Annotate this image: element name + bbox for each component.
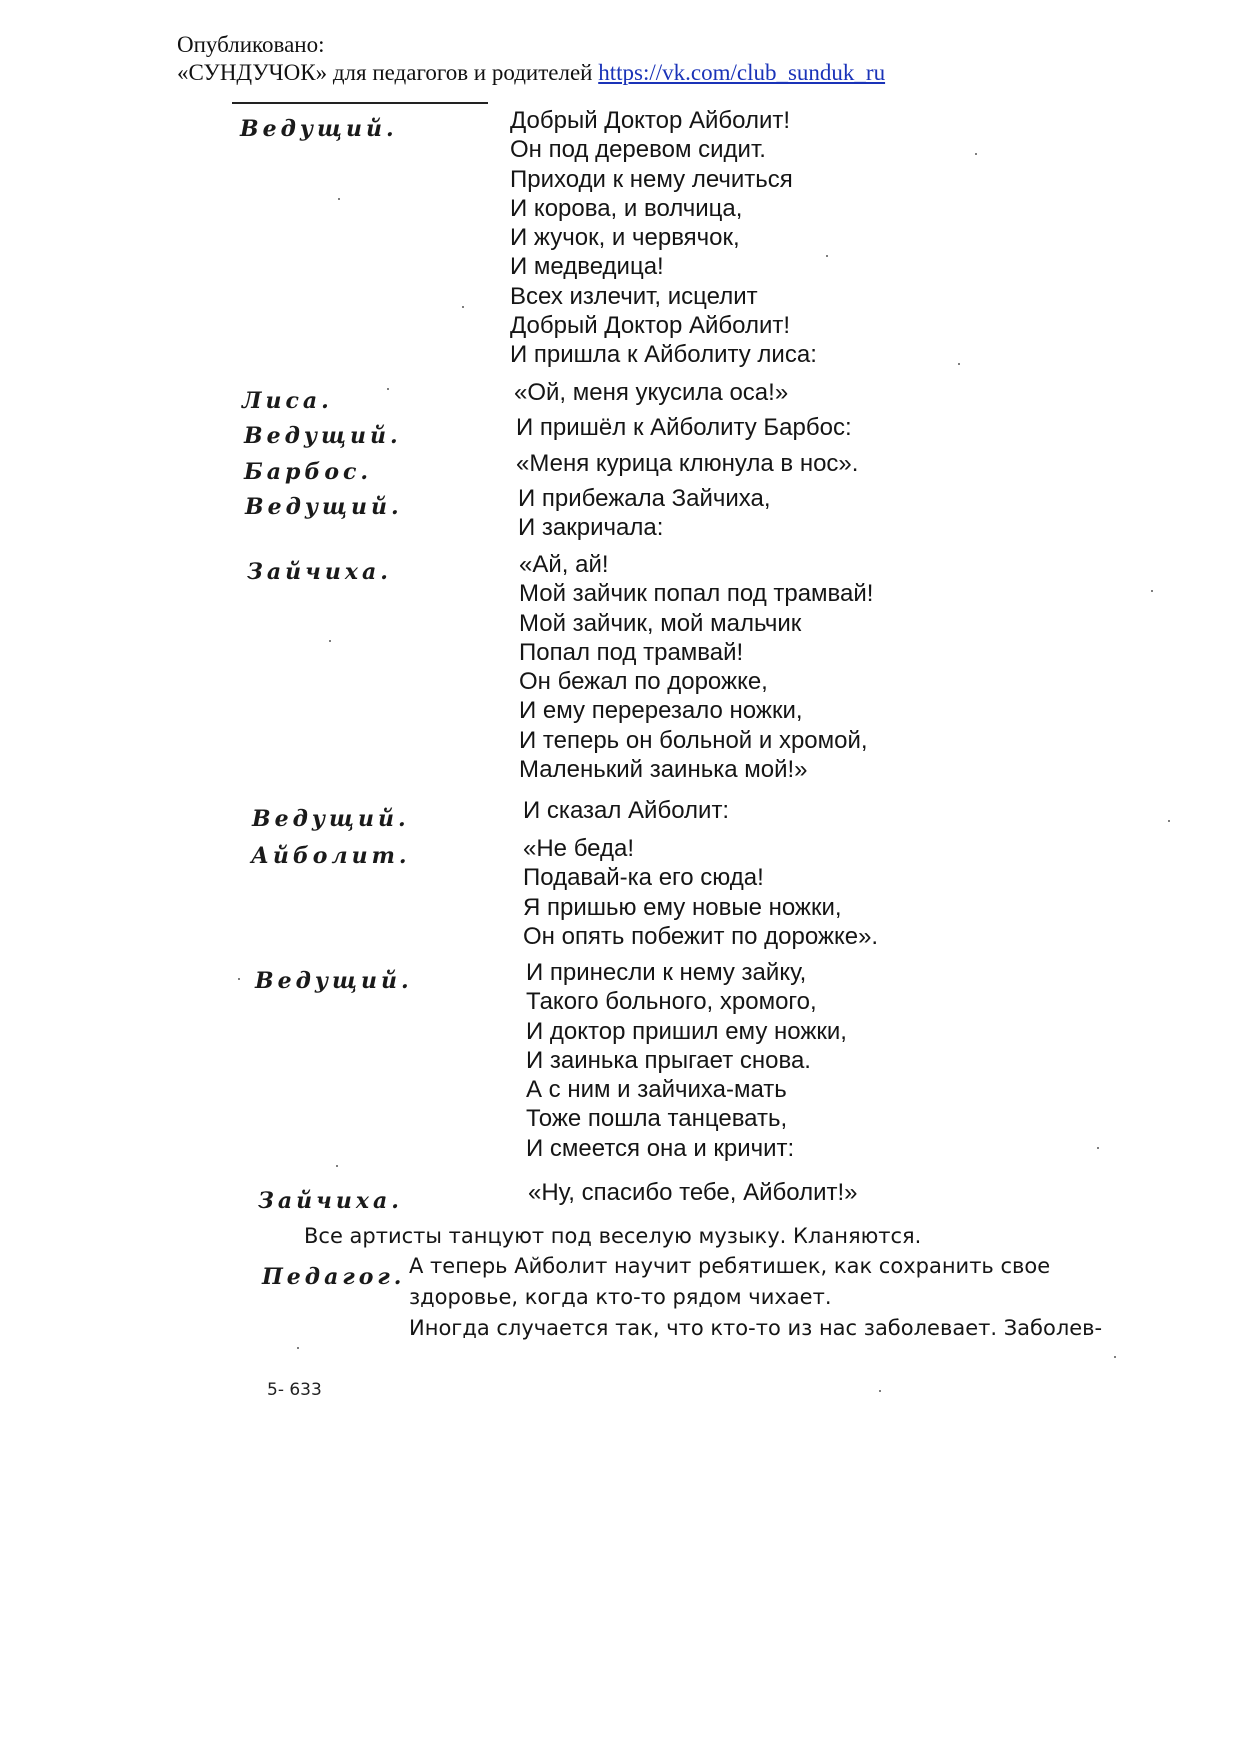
verse-block xyxy=(518,484,771,543)
verse-line: Мой зайчик попал под трамвай! xyxy=(519,580,874,608)
stage-direction: Все артисты танцуют под веселую музыку. Кланяются. xyxy=(304,1224,922,1248)
scan-speck xyxy=(826,255,828,257)
speaker-label: Зайчиха. xyxy=(247,559,392,585)
verse-line: И корова, и волчица, xyxy=(510,194,743,222)
verse-block xyxy=(519,550,873,784)
scan-speck xyxy=(338,198,340,200)
scan-speck xyxy=(1168,820,1170,822)
speaker-label: Зайчиха. xyxy=(258,1188,403,1214)
verse-block xyxy=(510,106,817,370)
verse-block xyxy=(516,413,852,442)
speaker-label: Ведущий. xyxy=(240,116,398,142)
scan-speck xyxy=(1097,1147,1099,1149)
verse-line: Приходи к нему лечиться xyxy=(510,165,793,193)
scan-speck xyxy=(297,1347,299,1349)
header-divider xyxy=(232,102,488,104)
verse-line: Маленький заинька мой!» xyxy=(519,756,808,784)
speaker-label: Ведущий. xyxy=(244,423,402,449)
verse-block xyxy=(516,449,858,478)
verse-block xyxy=(526,958,847,1163)
page-number: 5- 633 xyxy=(267,1380,322,1400)
verse-line: «Не беда! xyxy=(523,835,635,862)
verse-line: Попал под трамвай! xyxy=(519,638,744,666)
scan-speck xyxy=(975,153,977,155)
scan-speck xyxy=(387,388,389,390)
verse-line: И принесли к нему зайку, xyxy=(526,959,807,986)
verse-block xyxy=(523,834,878,951)
scan-speck xyxy=(1114,1356,1116,1358)
speaker-label: Ведущий. xyxy=(252,806,410,832)
verse-line: И медведица! xyxy=(510,253,664,281)
verse-line: «Ну, спасибо тебе, Айболит!» xyxy=(528,1179,858,1206)
publisher-line xyxy=(177,59,885,87)
verse-line: Я пришью ему новые ножки, xyxy=(523,893,842,921)
verse-line: Мой зайчик, мой мальчик xyxy=(519,609,802,637)
speaker-label: Ведущий. xyxy=(245,494,403,520)
verse-line: И пришла к Айболиту лиса: xyxy=(510,341,817,369)
scan-speck xyxy=(238,978,240,980)
scan-speck xyxy=(1151,590,1153,592)
scan-speck xyxy=(336,1165,338,1167)
speaker-label: Барбос. xyxy=(244,459,373,485)
speaker-label: Педагог. xyxy=(262,1264,406,1290)
verse-line: И пришёл к Айболиту Барбос: xyxy=(516,414,852,441)
verse-line: «Меня курица клюнула в нос». xyxy=(516,450,859,477)
scan-speck xyxy=(329,640,331,642)
verse-line: Тоже пошла танцевать, xyxy=(526,1105,788,1133)
verse-block xyxy=(528,1178,857,1207)
paragraph: Иногда случается так, что кто-то из нас заболевает. Заболев- xyxy=(409,1316,1103,1340)
verse-line: И заинька прыгает снова. xyxy=(526,1046,811,1074)
verse-line: И доктор пришил ему ножки, xyxy=(526,1017,847,1045)
verse-line: И смеется она и кричит: xyxy=(526,1134,795,1162)
verse-line: Добрый Доктор Айболит! xyxy=(510,312,791,340)
verse-line: Он бежал по дорожке, xyxy=(519,668,768,696)
verse-line: Такого больного, хромого, xyxy=(526,988,817,1016)
verse-line: Всех излечит, исцелит xyxy=(510,282,758,310)
verse-line: И прибежала Зайчиха, xyxy=(518,485,771,512)
verse-line: Добрый Доктор Айболит! xyxy=(510,107,791,134)
verse-line: Подавай-ка его сюда! xyxy=(523,864,764,892)
verse-line: И сказал Айболит: xyxy=(523,797,730,824)
scan-speck xyxy=(879,1390,881,1392)
publisher-name: «СУНДУЧОК» для педагогов и родителей xyxy=(177,60,593,85)
scan-speck xyxy=(958,363,960,365)
verse-block xyxy=(523,796,729,825)
verse-line: Он опять побежит по дорожке». xyxy=(523,922,879,950)
speaker-label: Лиса. xyxy=(242,388,333,414)
verse-line: «Ай, ай! xyxy=(519,551,609,578)
scan-speck xyxy=(462,306,464,308)
verse-block xyxy=(514,378,788,407)
verse-line: И жучок, и червячок, xyxy=(510,224,740,252)
speaker-label: Ведущий. xyxy=(255,968,413,994)
verse-line: Он под деревом сидит. xyxy=(510,136,766,164)
speaker-label: Айболит. xyxy=(251,843,411,869)
paragraph: А теперь Айболит научит ребятишек, как сохранить свое здоровье, когда кто-то рядом чихает. xyxy=(409,1254,1051,1309)
pedagog-text xyxy=(409,1251,1129,1344)
verse-line: «Ой, меня укусила оса!» xyxy=(514,379,789,406)
verse-line: А с ним и зайчиха-мать xyxy=(526,1076,787,1104)
publisher-link[interactable]: https://vk.com/club_sunduk_ru xyxy=(598,60,886,85)
verse-line: И теперь он больной и хромой, xyxy=(519,726,868,754)
verse-line: И ему перерезало ножки, xyxy=(519,697,803,725)
publication-note: Опубликовано: xyxy=(177,32,325,57)
verse-line: И закричала: xyxy=(518,514,664,542)
